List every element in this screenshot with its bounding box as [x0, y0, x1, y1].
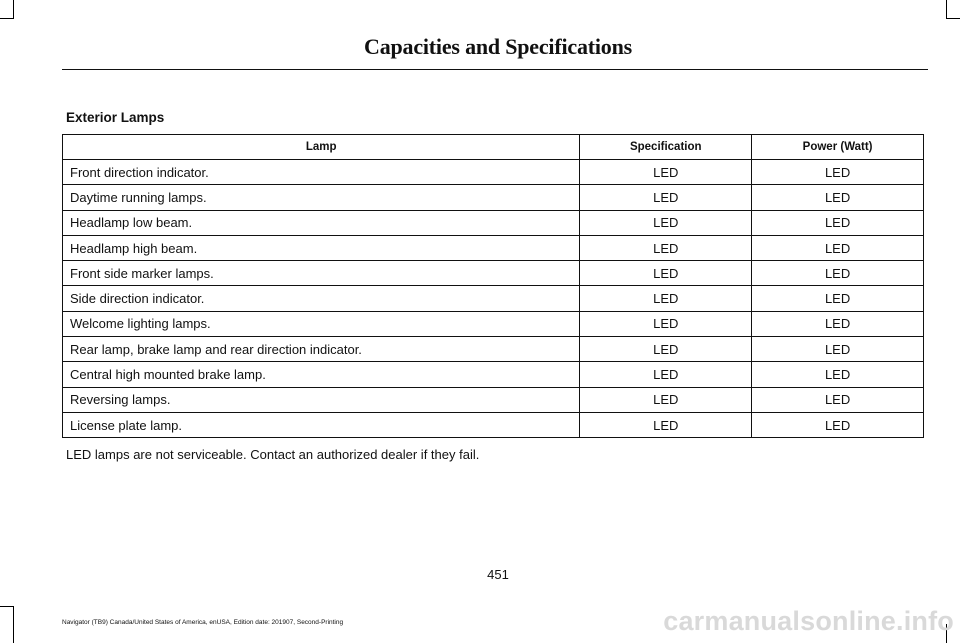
serviceability-note: LED lamps are not serviceable. Contact an authorized dealer if they fail. — [66, 447, 480, 462]
lamp-cell: Central high mounted brake lamp. — [63, 362, 580, 387]
header-divider — [62, 69, 928, 70]
power-cell: LED — [752, 286, 924, 311]
specification-cell: LED — [580, 261, 752, 286]
exterior-lamps-table — [62, 134, 924, 438]
column-header-power: Power (Watt) — [752, 135, 924, 160]
crop-mark-top-right-horizontal — [946, 18, 960, 19]
column-header-specification: Specification — [580, 135, 752, 160]
power-cell: LED — [752, 160, 924, 185]
power-cell: LED — [752, 261, 924, 286]
column-header-lamp: Lamp — [63, 135, 580, 160]
power-cell: LED — [752, 235, 924, 260]
lamp-cell: Front side marker lamps. — [63, 261, 580, 286]
table-row — [63, 235, 924, 260]
specification-cell: LED — [580, 286, 752, 311]
watermark: carmanualsonline.info — [663, 606, 954, 636]
specification-cell: LED — [580, 337, 752, 362]
specification-cell: LED — [580, 387, 752, 412]
power-cell: LED — [752, 337, 924, 362]
lamp-cell: Front direction indicator. — [63, 160, 580, 185]
table-row — [63, 261, 924, 286]
section-title: Exterior Lamps — [66, 110, 165, 125]
power-cell: LED — [752, 185, 924, 210]
crop-mark-bottom-left-vertical — [13, 606, 14, 643]
lamp-cell: License plate lamp. — [63, 412, 580, 437]
specification-cell: LED — [580, 185, 752, 210]
crop-mark-top-right-vertical — [946, 0, 947, 19]
page-number: 451 — [487, 567, 509, 582]
table-row — [63, 185, 924, 210]
crop-mark-top-left-vertical — [13, 0, 14, 19]
lamp-cell: Headlamp high beam. — [63, 235, 580, 260]
power-cell: LED — [752, 387, 924, 412]
table-row — [63, 412, 924, 437]
edition-footer: Navigator (TB9) Canada/United States of America, enUSA, Edition date: 201907, Second-Printing — [62, 619, 344, 626]
table-row — [63, 387, 924, 412]
lamp-cell: Rear lamp, brake lamp and rear direction indicator. — [63, 337, 580, 362]
page-header-title: Capacities and Specifications — [364, 34, 632, 59]
specification-cell: LED — [580, 235, 752, 260]
specification-cell: LED — [580, 160, 752, 185]
table-row — [63, 160, 924, 185]
lamp-cell: Daytime running lamps. — [63, 185, 580, 210]
power-cell: LED — [752, 311, 924, 336]
crop-mark-bottom-left-horizontal — [0, 606, 14, 607]
specification-cell: LED — [580, 210, 752, 235]
table-row — [63, 362, 924, 387]
lamp-cell: Side direction indicator. — [63, 286, 580, 311]
specification-cell: LED — [580, 311, 752, 336]
specification-cell: LED — [580, 412, 752, 437]
table-row — [63, 337, 924, 362]
lamp-cell: Reversing lamps. — [63, 387, 580, 412]
crop-mark-top-left-horizontal — [0, 18, 14, 19]
table-row — [63, 210, 924, 235]
power-cell: LED — [752, 362, 924, 387]
table-header-row — [63, 135, 924, 160]
table-row — [63, 311, 924, 336]
table-row — [63, 286, 924, 311]
lamp-cell: Headlamp low beam. — [63, 210, 580, 235]
specification-cell: LED — [580, 362, 752, 387]
power-cell: LED — [752, 210, 924, 235]
lamp-cell: Welcome lighting lamps. — [63, 311, 580, 336]
power-cell: LED — [752, 412, 924, 437]
